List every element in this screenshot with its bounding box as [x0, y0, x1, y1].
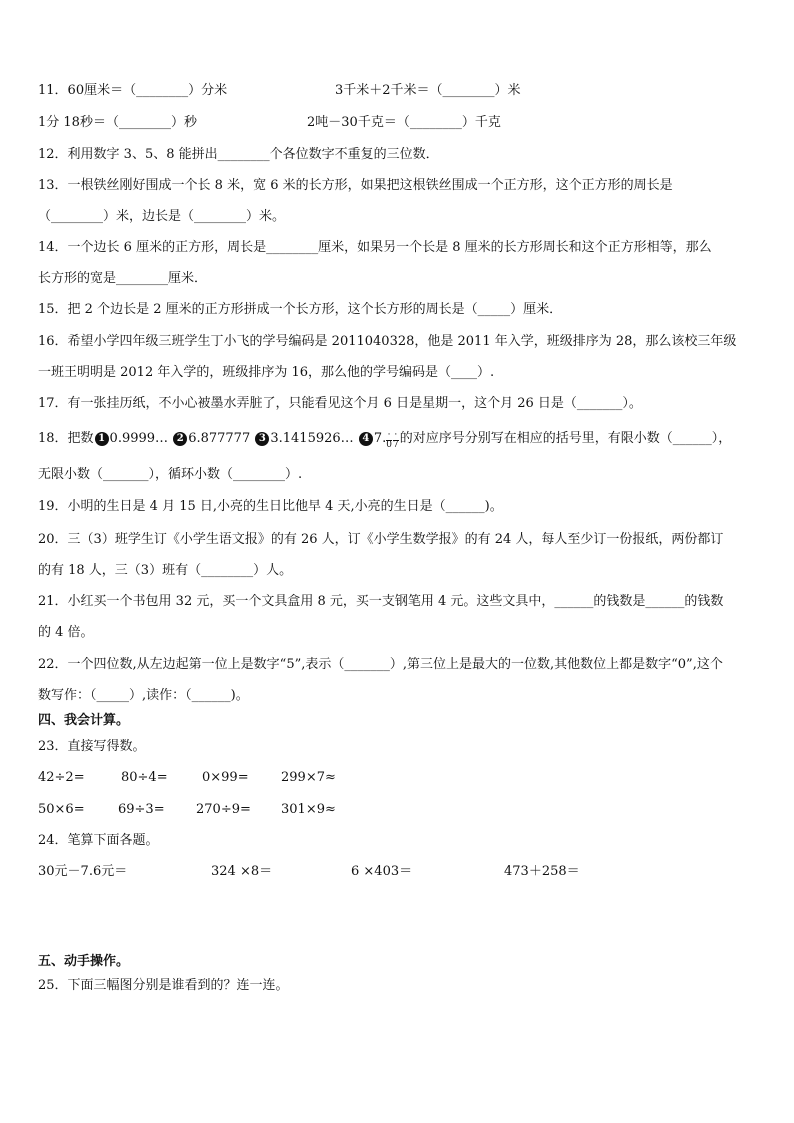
repeat-dot-icon: · [387, 430, 391, 440]
q18-suffix: 的对应序号分别写在相应的括号里，有限小数（______）， [399, 431, 732, 446]
q25: 25．下面三幅图分别是谁看到的？连一连。 [38, 978, 289, 993]
section-4-heading: 四、我会计算。 [38, 713, 130, 728]
q22-line2: 数写作：（_____）,读作：（______)。 [38, 688, 249, 703]
q15: 15．把 2 个边长是 2 厘米的正方形拼成一个长方形，这个长方形的周长是（_____）厘米． [38, 302, 563, 317]
q18-prefix: 18．把数 [38, 431, 94, 446]
section-5-heading: 五、动手操作。 [38, 954, 130, 969]
circle-number-4-icon: 4 [359, 432, 373, 446]
q11-left-c: 1分 18秒＝（________）秒 [38, 115, 197, 130]
q19: 19．小明的生日是 4 月 15 日,小亮的生日比他早 4 天,小亮的生日是（______)。 [38, 499, 503, 514]
q24-item-1: 30元－7.6元＝ [38, 864, 128, 879]
q14-line2: 长方形的宽是________厘米． [38, 271, 208, 286]
q23-title: 23．直接写得数。 [38, 739, 146, 754]
q17: 17．有一张挂历纸，不小心被墨水弄脏了，只能看见这个月 6 日是星期一，这个月 26 日是（_______）。 [38, 396, 642, 411]
circle-number-3-icon: 3 [255, 432, 269, 446]
q18-number-3: 3.1415926… [270, 431, 354, 446]
q16-line1: 16．希望小学四年级三班学生丁小飞的学号编码是 2011040328，他是 2011 年入学，班级排序为 28，那么该校三年级 [38, 334, 737, 349]
q24-item-2: 324 ×8＝ [211, 864, 273, 879]
q23-r1-c1: 42÷2= [38, 770, 85, 785]
q24-item-3: 6 ×403＝ [351, 864, 413, 879]
q23-r1-c3: 0×99= [202, 770, 249, 785]
q11-left-a: 11．60厘米＝（________）分米 [38, 83, 228, 98]
q12: 12．利用数字 3、5、8 能拼出________个各位数字不重复的三位数． [38, 147, 439, 162]
circle-number-2-icon: 2 [173, 432, 187, 446]
q13-line2: （________）米，边长是（________）米。 [38, 209, 286, 224]
q18-number-4-repeating [386, 431, 392, 450]
q20-line1: 20．三（3）班学生订《小学生语文报》的有 26 人，订《小学生数学报》的有 24 人，每人至少订一份报纸，两份都订 [38, 532, 724, 547]
q18-number-4-int: 7. [373, 431, 387, 446]
q23-r1-c2: 80÷4= [121, 770, 168, 785]
q18-number-2: 6.877777 [188, 431, 251, 446]
repeat-dot-icon-2: · [394, 430, 398, 440]
circle-number-1-icon: 1 [95, 432, 109, 446]
q20-line2: 的有 18 人，三（3）班有（________）人。 [38, 563, 293, 578]
q18-line2: 无限小数（_______），循环小数（________）. [38, 467, 303, 482]
q18-line1 [38, 430, 731, 450]
q22-line1: 22．一个四位数,从左边起第一位上是数字“5”,表示（_______）,第三位上是最大的一位数,其他数位上都是数字“0”,这个 [38, 657, 723, 672]
q21-line1: 21．小红买一个书包用 32 元，买一个文具盒用 8 元，买一支钢笔用 4 元。这些文具中，______的钱数是______的钱数 [38, 594, 724, 609]
q18-number-4-d2: 7 [392, 440, 399, 450]
q13-line1: 13．一根铁丝刚好围成一个长 8 米，宽 6 米的长方形，如果把这根铁丝围成一个正方形，这个正方形的周长是 [38, 178, 673, 193]
q18-number-1: 0.9999… [109, 431, 169, 446]
q11-right-d: 2吨－30千克＝（________）千克 [307, 115, 501, 130]
q11-right-b: 3千米＋2千米＝（________）米 [335, 83, 521, 98]
q21-line2: 的 4 倍。 [38, 625, 94, 640]
q23-r2-c3: 270÷9= [196, 802, 251, 817]
q23-r2-c4: 301×9≈ [281, 802, 336, 817]
q14-line1: 14．一个边长 6 厘米的正方形，周长是________厘米，如果另一个长是 8 厘米的长方形周长和这个正方形相等，那么 [38, 240, 712, 255]
q23-r2-c1: 50×6= [38, 802, 85, 817]
q24-item-4: 473＋258＝ [504, 864, 580, 879]
q18-number-4-d1: 0 [386, 440, 392, 450]
q18-number-4-repeating-2 [393, 431, 399, 450]
q24-title: 24．笔算下面各题。 [38, 833, 159, 848]
q23-r1-c4: 299×7≈ [281, 770, 336, 785]
q23-r2-c2: 69÷3= [118, 802, 165, 817]
q16-line2: 一班王明明是 2012 年入学的，班级排序为 16，那么他的学号编码是（____）. [38, 365, 495, 380]
